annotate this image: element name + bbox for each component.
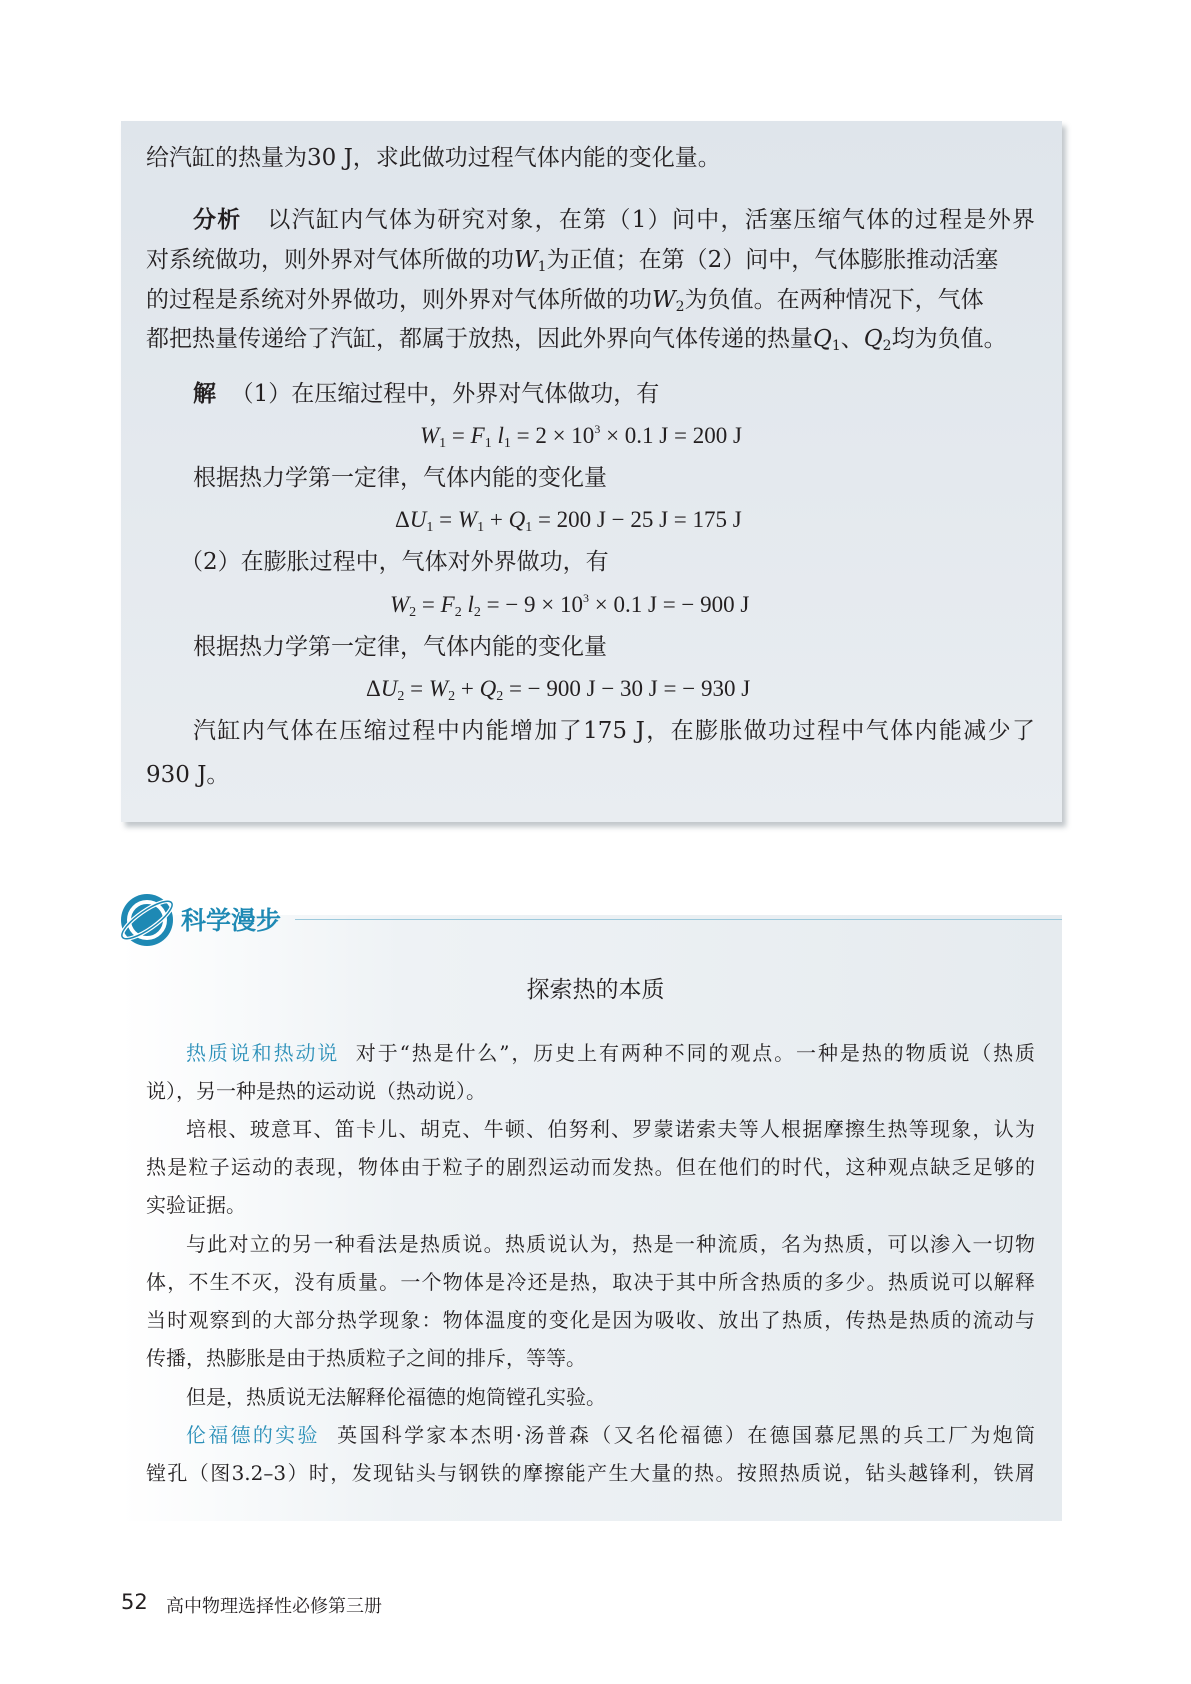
paragraph-1-line-1: 热质说和热动说 对于“热是什么”，历史上有两种不同的观点。一种是热的物质说（热质 [186, 1041, 1036, 1065]
paragraph-1-line-2: 说），另一种是热的运动说（热动说）。 [146, 1079, 486, 1103]
equation-energy-1: $\Delta U_1 = W_1 + Q_1 = 200$ J − 25 J = 175 J [395, 507, 742, 535]
equation-energy-2: $\Delta U_2 = W_2 + Q_2$ = − 900 J − 30 J = − 930 J [366, 676, 751, 704]
paragraph-4-line-1: 但是，热质说无法解释伦福德的炮筒镗孔实验。 [186, 1385, 606, 1409]
paragraph-2-line-3: 实验证据。 [146, 1193, 246, 1217]
globe-orbit-icon [118, 891, 176, 949]
equation-work-1: $W_1 = F_1$ $l_1 = 2 \times 10^3 \times 0.1$ J = 200 J [420, 422, 742, 451]
analysis-line-1: 分析 以汽缸内气体为研究对象，在第（1）问中，活塞压缩气体的过程是外界 [193, 207, 1036, 233]
analysis-line-3: 的过程是系统对外界做功，则外界对气体所做的功$W_2$为负值。在两种情况下，气体 [146, 287, 984, 315]
conclusion-line-1: 汽缸内气体在压缩过程中内能增加了175 J，在膨胀做功过程中气体内能减少了 [193, 718, 1035, 744]
law-line-1: 根据热力学第一定律，气体内能的变化量 [193, 465, 607, 491]
paragraph-3-line-2: 体，不生不灭，没有质量。一个物体是冷还是热，取决于其中所含热质的多少。热质说可以解释 [146, 1270, 1035, 1294]
analysis-line-4: 都把热量传递给了汽缸，都属于放热，因此外界向气体传递的热量$Q_1$、$Q_2$均为负值。 [146, 326, 1007, 354]
solution-label: 解 [193, 381, 216, 407]
analysis-label: 分析 [193, 207, 242, 233]
paragraph-2-line-1: 培根、玻意耳、笛卡儿、胡克、牛顿、伯努利、罗蒙诺索夫等人根据摩擦生热等现象，认为 [186, 1117, 1035, 1141]
conclusion-line-2: 930 J。 [146, 762, 230, 788]
equation-work-2: $W_2 = F_2$ $l_2$ = − $9 \times 10^3 \times 0.1$ J = − 900 J [390, 591, 750, 620]
paragraph-3-line-1: 与此对立的另一种看法是热质说。热质说认为，热是一种流质，名为热质，可以渗入一切物 [186, 1232, 1035, 1256]
paragraph-5-line-1: 伦福德的实验 英国科学家本杰明·汤普森（又名伦福德）在德国慕尼黑的兵工厂为炮筒 [186, 1423, 1036, 1447]
paragraph-5-line-2: 镗孔（图3.2–3）时，发现钻头与钢铁的摩擦能产生大量的热。按照热质说，钻头越锋利，铁屑 [146, 1461, 1035, 1485]
paragraph-3-line-3: 当时观察到的大部分热学现象：物体温度的变化是因为吸收、放出了热质，传热是热质的流动与 [146, 1308, 1035, 1332]
essay-title: 探索热的本质 [526, 977, 665, 1003]
book-title: 高中物理选择性必修第三册 [166, 1596, 382, 1617]
example-line-0: 给汽缸的热量为30 J，求此做功过程气体内能的变化量。 [146, 145, 721, 171]
solution-line-2: （2）在膨胀过程中，气体对外界做功，有 [180, 549, 609, 575]
analysis-line-2: 对系统做功，则外界对气体所做的功$W_1$为正值；在第（2）问中，气体膨胀推动活塞 [146, 247, 999, 275]
section-rule [295, 919, 1062, 920]
solution-line-1: 解 （1）在压缩过程中，外界对气体做功，有 [193, 381, 660, 407]
keyword-rumford-experiment: 伦福德的实验 [186, 1423, 320, 1447]
keyword-heat-theories: 热质说和热动说 [186, 1041, 340, 1065]
section-label: 科学漫步 [181, 906, 282, 935]
paragraph-3-line-4: 传播，热膨胀是由于热质粒子之间的排斥，等等。 [146, 1346, 586, 1370]
paragraph-2-line-2: 热是粒子运动的表现，物体由于粒子的剧烈运动而发热。但在他们的时代，这种观点缺乏足够的 [146, 1155, 1035, 1179]
law-line-2: 根据热力学第一定律，气体内能的变化量 [193, 634, 607, 660]
page-number: 52 [121, 1590, 148, 1614]
